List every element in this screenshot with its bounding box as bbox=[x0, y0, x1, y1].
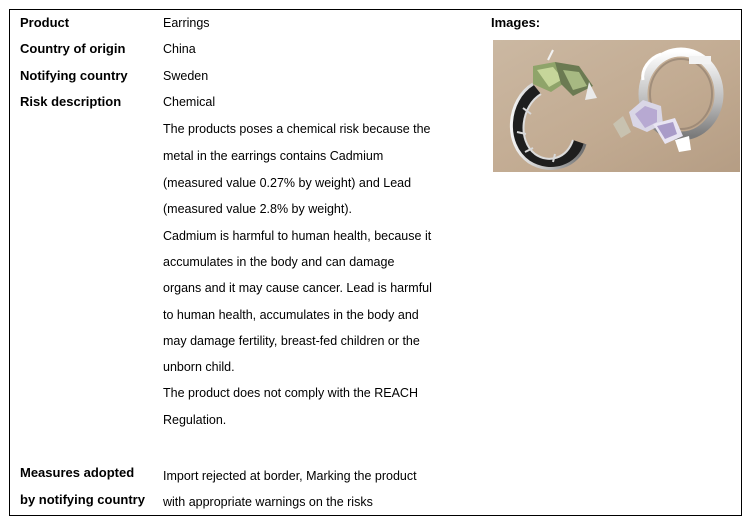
risk-description-label: Risk description bbox=[20, 94, 122, 109]
country-of-origin-label: Country of origin bbox=[20, 41, 126, 56]
risk-text-line: accumulates in the body and can damage bbox=[163, 255, 395, 269]
risk-text-line: (measured value 0.27% by weight) and Lead bbox=[163, 176, 412, 190]
risk-text-line: Cadmium is harmful to human health, because it bbox=[163, 229, 432, 243]
risk-text-line: organs and it may cause cancer. Lead is harmful bbox=[163, 281, 432, 295]
measures-label-line2: by notifying country bbox=[20, 492, 145, 507]
product-label: Product bbox=[20, 15, 70, 30]
risk-text-line: The product does not comply with the REACH bbox=[163, 386, 418, 400]
product-photo bbox=[493, 40, 740, 172]
measures-text-line: Import rejected at border, Marking the product bbox=[163, 469, 417, 483]
risk-text-line: (measured value 2.8% by weight). bbox=[163, 202, 352, 216]
product-value: Earrings bbox=[163, 16, 210, 30]
risk-type-value: Chemical bbox=[163, 95, 216, 109]
risk-text-line: unborn child. bbox=[163, 360, 235, 374]
risk-text-line: The products poses a chemical risk because the bbox=[163, 122, 431, 136]
images-label: Images: bbox=[491, 15, 541, 30]
notifying-country-value: Sweden bbox=[163, 69, 209, 83]
risk-text-line: Regulation. bbox=[163, 413, 227, 427]
notifying-country-label: Notifying country bbox=[20, 68, 128, 83]
country-of-origin-value: China bbox=[163, 42, 196, 56]
measures-label-line1: Measures adopted bbox=[20, 465, 135, 480]
risk-text-line: to human health, accumulates in the body and bbox=[163, 308, 419, 322]
risk-text-line: may damage fertility, breast-fed children or the bbox=[163, 334, 420, 348]
measures-text-line: with appropriate warnings on the risks bbox=[163, 495, 373, 509]
risk-text-line: metal in the earrings contains Cadmium bbox=[163, 149, 384, 163]
